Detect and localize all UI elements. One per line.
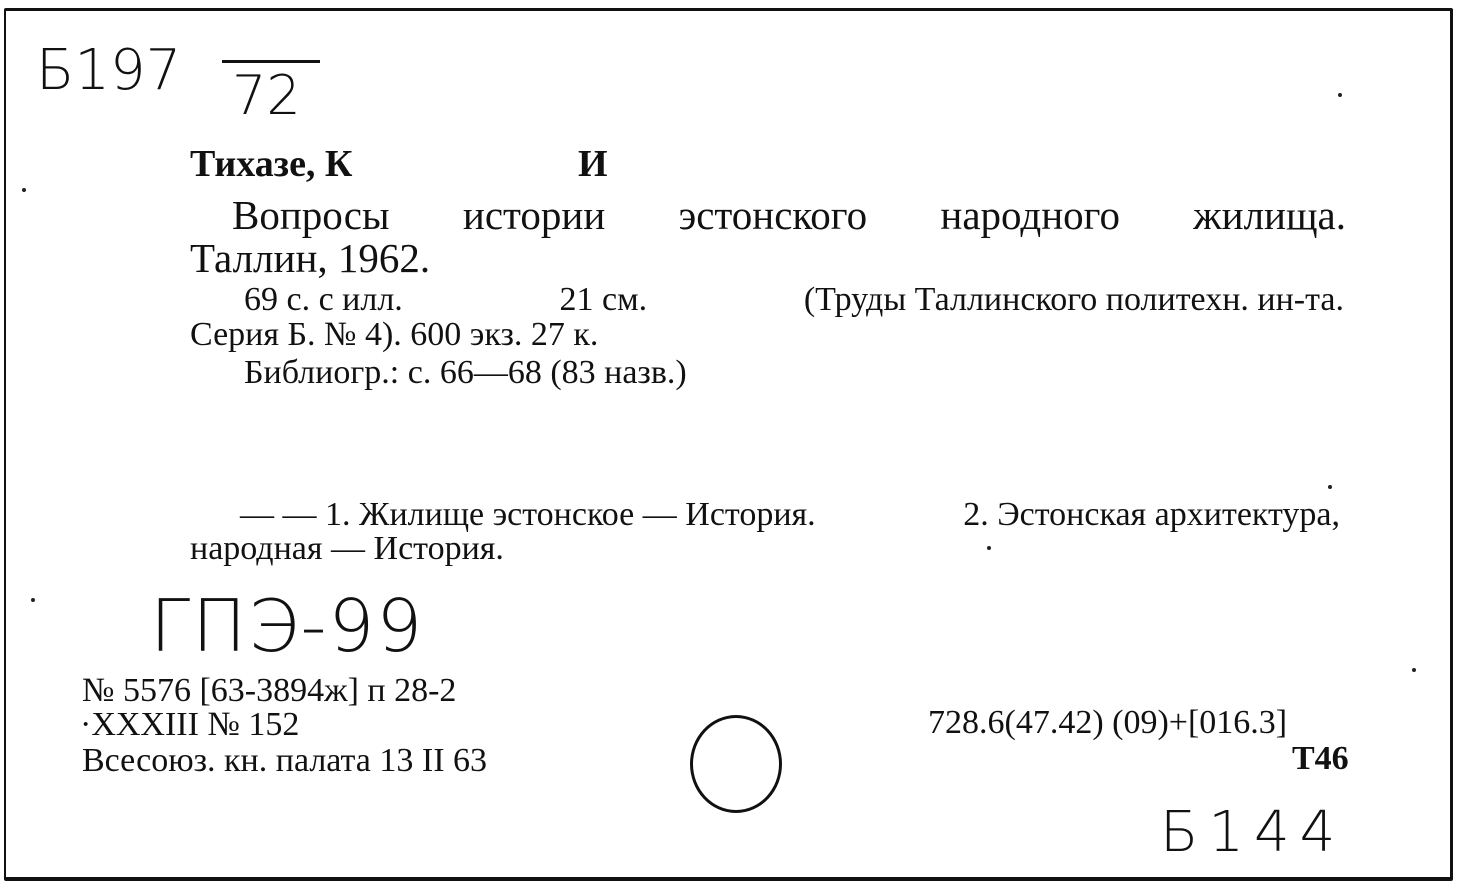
author-surname: Тихазе, К <box>190 143 353 185</box>
imprint-place-year: Таллин, 1962. <box>190 235 431 281</box>
collation-pages: 69 с. с илл. <box>244 281 403 318</box>
card-punch-hole <box>690 715 782 813</box>
handwritten-shelfmark-sub: 72 <box>232 64 301 127</box>
subject-heading: — — 1. Жилище эстонское — История. <box>240 496 816 533</box>
subject-headings-line1 <box>240 496 1340 534</box>
collation-line <box>244 281 1344 319</box>
title-word: жилища. <box>1193 192 1346 238</box>
collation-size: 21 см. <box>559 281 648 318</box>
title-word: народного <box>940 192 1120 238</box>
scan-speck <box>31 598 35 602</box>
registration-series: ·XXXIII № 152 <box>80 706 300 743</box>
author-initial: И <box>578 143 608 185</box>
bibliography-note: Библиогр.: с. 66—68 (83 назв.) <box>244 354 687 391</box>
scan-speck <box>1328 485 1332 489</box>
scan-speck <box>987 546 991 550</box>
subject-headings-line2: народная — История. <box>190 530 504 567</box>
subject-heading: 2. Эстонская архитектура, <box>963 496 1340 533</box>
collation-series: (Труды Таллинского политехн. ин-та. <box>803 281 1344 318</box>
handwritten-classification: ГПЭ-99 <box>150 584 425 668</box>
title-word: истории <box>462 192 606 238</box>
title-word: эстонского <box>678 192 868 238</box>
author-mark: Т46 <box>1292 740 1349 777</box>
handwritten-shelfmark: Б197 <box>36 38 182 103</box>
scan-speck <box>22 188 26 192</box>
scan-speck <box>1338 93 1342 97</box>
series-edition: Серия Б. № 4). 600 экз. 27 к. <box>190 316 599 353</box>
title-word: Вопросы <box>232 192 390 238</box>
title-line <box>232 191 1346 239</box>
handwritten-acquisition-code: Б144 <box>1160 800 1346 865</box>
registration-chamber: Всесоюз. кн. палата 13 II 63 <box>82 742 488 779</box>
registration-number: № 5576 [63-3894ж] п 28-2 <box>82 672 457 709</box>
scan-speck <box>1412 668 1416 672</box>
udc-index: 728.6(47.42) (09)+[016.3] <box>928 704 1288 741</box>
shelfmark-fraction-line <box>222 60 320 63</box>
